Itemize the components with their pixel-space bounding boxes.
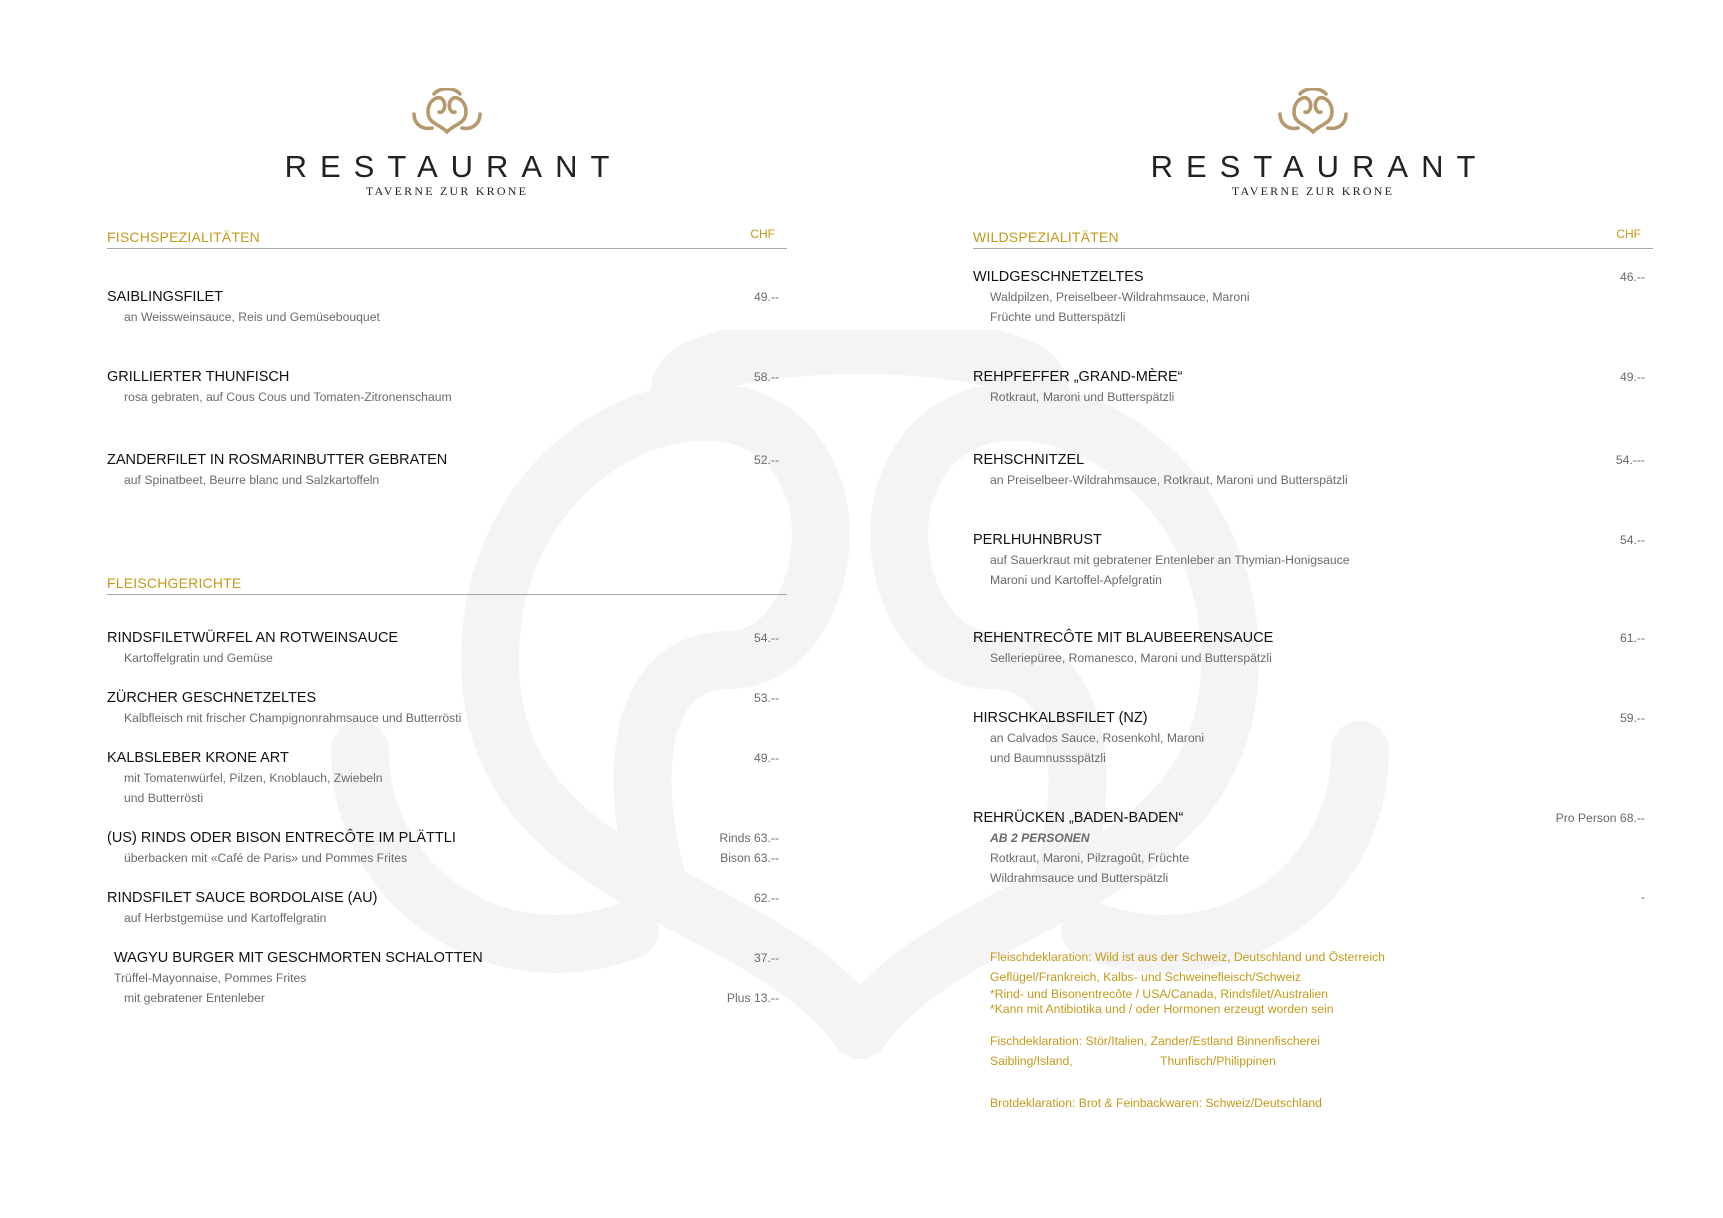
item-description: und Baumnussspätzli: [990, 751, 1106, 765]
item-price: 53.--: [753, 691, 779, 705]
item-description: Kalbfleisch mit frischer Champignonrahmsauce und Butterrösti: [124, 711, 462, 725]
item-price: 49.--: [1619, 370, 1645, 384]
brand-header: [973, 88, 1653, 198]
declaration-line: Fleischdeklaration: Wild ist aus der Schweiz, Deutschland und Österreich: [990, 950, 1385, 964]
section-title: FISCHSPEZIALITÄTEN: [107, 229, 260, 245]
crown-logo-icon: [410, 88, 484, 136]
item-name: WAGYU BURGER MIT GESCHMORTEN SCHALOTTEN: [114, 950, 483, 966]
declaration-fragment: Saibling/Island,: [990, 1054, 1073, 1068]
item-price: 54.---: [1615, 453, 1645, 467]
item-price: 54.--: [1619, 533, 1645, 547]
item-price: 61.--: [1619, 631, 1645, 645]
item-name: REHENTRECÔTE MIT BLAUBEERENSAUCE: [973, 630, 1274, 646]
menu-item: [973, 450, 1653, 490]
item-description: mit Tomatenwürfel, Pilzen, Knoblauch, Zwiebeln: [124, 771, 383, 785]
brand-name: RESTAURANT: [1150, 149, 1489, 184]
right-menu-page: [973, 0, 1653, 1218]
declaration-line: [990, 1051, 1385, 1071]
brand-subtitle: TAVERNE ZUR KRONE: [365, 184, 529, 198]
item-name: (US) RINDS ODER BISON ENTRECÔTE IM PLÄTTLI: [107, 830, 456, 846]
item-name: REHRÜCKEN „BADEN-BADEN“: [973, 810, 1184, 826]
currency-label: CHF: [1616, 227, 1641, 241]
item-price: 37.--: [753, 951, 779, 965]
menu-item: [107, 450, 787, 490]
declaration-line: Brotdeklaration: Brot & Feinbackwaren: Schweiz/Deutschland: [990, 1096, 1322, 1110]
item-price: Plus 13.--: [726, 991, 779, 1005]
item-price: Rinds 63.--: [719, 831, 779, 845]
item-description: auf Herbstgemüse und Kartoffelgratin: [124, 911, 327, 925]
declaration-line: *Rind- und Bisonentrecôte / USA/Canada, Rindsfilet/Australien: [990, 987, 1329, 1001]
declaration-line: Fischdeklaration: Stör/Italien, Zander/Estland Binnenfischerei: [990, 1034, 1320, 1048]
item-name: ZÜRCHER GESCHNETZELTES: [107, 690, 317, 706]
item-name: RINDSFILETWÜRFEL AN ROTWEINSAUCE: [107, 630, 399, 646]
item-description: Rotkraut, Maroni und Butterspätzli: [990, 390, 1175, 404]
item-description: Selleriepüree, Romanesco, Maroni und Butterspätzli: [990, 651, 1272, 665]
item-description: Früchte und Butterspätzli: [990, 310, 1126, 324]
item-description: rosa gebraten, auf Cous Cous und Tomaten-Zitronenschaum: [124, 390, 452, 404]
brand-header: [107, 88, 787, 198]
brand-subtitle: TAVERNE ZUR KRONE: [1231, 184, 1395, 198]
item-description: Rotkraut, Maroni, Pilzragoût, Früchte: [990, 851, 1190, 865]
item-description: Wildrahmsauce und Butterspätzli: [990, 871, 1169, 885]
declaration-line: Geflügel/Frankreich, Kalbs- und Schweinefleisch/Schweiz: [990, 970, 1301, 984]
section-header-fisch: [107, 226, 787, 249]
declarations: [990, 947, 1385, 1113]
menu-item: [107, 828, 787, 868]
item-description: Maroni und Kartoffel-Apfelgratin: [990, 573, 1162, 587]
item-description: überbacken mit «Café de Paris» und Pommes Frites: [124, 851, 408, 865]
item-name: SAIBLINGSFILET: [107, 289, 224, 305]
currency-label: CHF: [750, 227, 775, 241]
section-header-fleisch: [107, 572, 787, 595]
item-price: 62.--: [753, 891, 779, 905]
left-menu-page: [107, 0, 787, 1218]
item-description: an Preiselbeer-Wildrahmsauce, Rotkraut, Maroni und Butterspätzli: [990, 473, 1348, 487]
item-name: GRILLIERTER THUNFISCH: [107, 369, 290, 385]
item-price: Bison 63.--: [720, 851, 779, 865]
item-price: 59.--: [1619, 711, 1645, 725]
declaration-fragment: Thunfisch/Philippinen: [1160, 1054, 1276, 1068]
item-price: 52.--: [753, 453, 779, 467]
brand-name: RESTAURANT: [284, 149, 623, 184]
section-title: FLEISCHGERICHTE: [107, 575, 242, 591]
trailing-dash: -: [1641, 890, 1645, 904]
item-description: Waldpilzen, Preiselbeer-Wildrahmsauce, Maroni: [990, 290, 1250, 304]
item-price: 58.--: [753, 370, 779, 384]
menu-item: [973, 367, 1653, 407]
item-name: KALBSLEBER KRONE ART: [107, 750, 289, 766]
item-name: WILDGESCHNETZELTES: [973, 269, 1144, 285]
menu-item: [973, 628, 1653, 668]
item-price: 46.--: [1619, 270, 1645, 284]
item-description: an Weissweinsauce, Reis und Gemüsebouquet: [124, 310, 380, 324]
menu-item: [973, 708, 1653, 768]
menu-item: [973, 267, 1653, 327]
declaration-line: *Kann mit Antibiotika und / oder Hormonen erzeugt worden sein: [990, 1002, 1334, 1016]
item-price: 54.--: [753, 631, 779, 645]
item-name: REHSCHNITZEL: [973, 452, 1085, 468]
crown-logo-icon: [1276, 88, 1350, 136]
item-price: 49.--: [753, 751, 779, 765]
item-name: PERLHUHNBRUST: [973, 532, 1102, 548]
item-description: Kartoffelgratin und Gemüse: [124, 651, 273, 665]
menu-item: [107, 948, 787, 1008]
item-name: HIRSCHKALBSFILET (NZ): [973, 710, 1148, 726]
section-header-wild: [973, 226, 1653, 249]
item-name: REHPFEFFER „GRAND-MÈRE“: [973, 369, 1183, 385]
item-description: auf Sauerkraut mit gebratener Entenleber an Thymian-Honigsauce: [990, 553, 1350, 567]
section-title: WILDSPEZIALITÄTEN: [973, 229, 1119, 245]
menu-item: [973, 530, 1653, 590]
item-name: ZANDERFILET IN ROSMARINBUTTER GEBRATEN: [107, 452, 448, 468]
menu-item: [107, 688, 787, 728]
item-note: AB 2 PERSONEN: [990, 831, 1090, 845]
menu-item: [107, 287, 787, 327]
menu-item: [107, 367, 787, 407]
menu-item: [107, 628, 787, 668]
item-price: 49.--: [753, 290, 779, 304]
item-description: auf Spinatbeet, Beurre blanc und Salzkartoffeln: [124, 473, 380, 487]
item-description: und Butterrösti: [124, 791, 204, 805]
menu-item: [107, 888, 787, 928]
item-description: Trüffel-Mayonnaise, Pommes Frites: [114, 971, 307, 985]
menu-item: [107, 748, 787, 808]
item-description: mit gebratener Entenleber: [124, 991, 265, 1005]
item-description: an Calvados Sauce, Rosenkohl, Maroni: [990, 731, 1205, 745]
item-name: RINDSFILET SAUCE BORDOLAISE (AU): [107, 890, 378, 906]
menu-item: [973, 808, 1653, 888]
item-price: Pro Person 68.--: [1555, 811, 1645, 825]
